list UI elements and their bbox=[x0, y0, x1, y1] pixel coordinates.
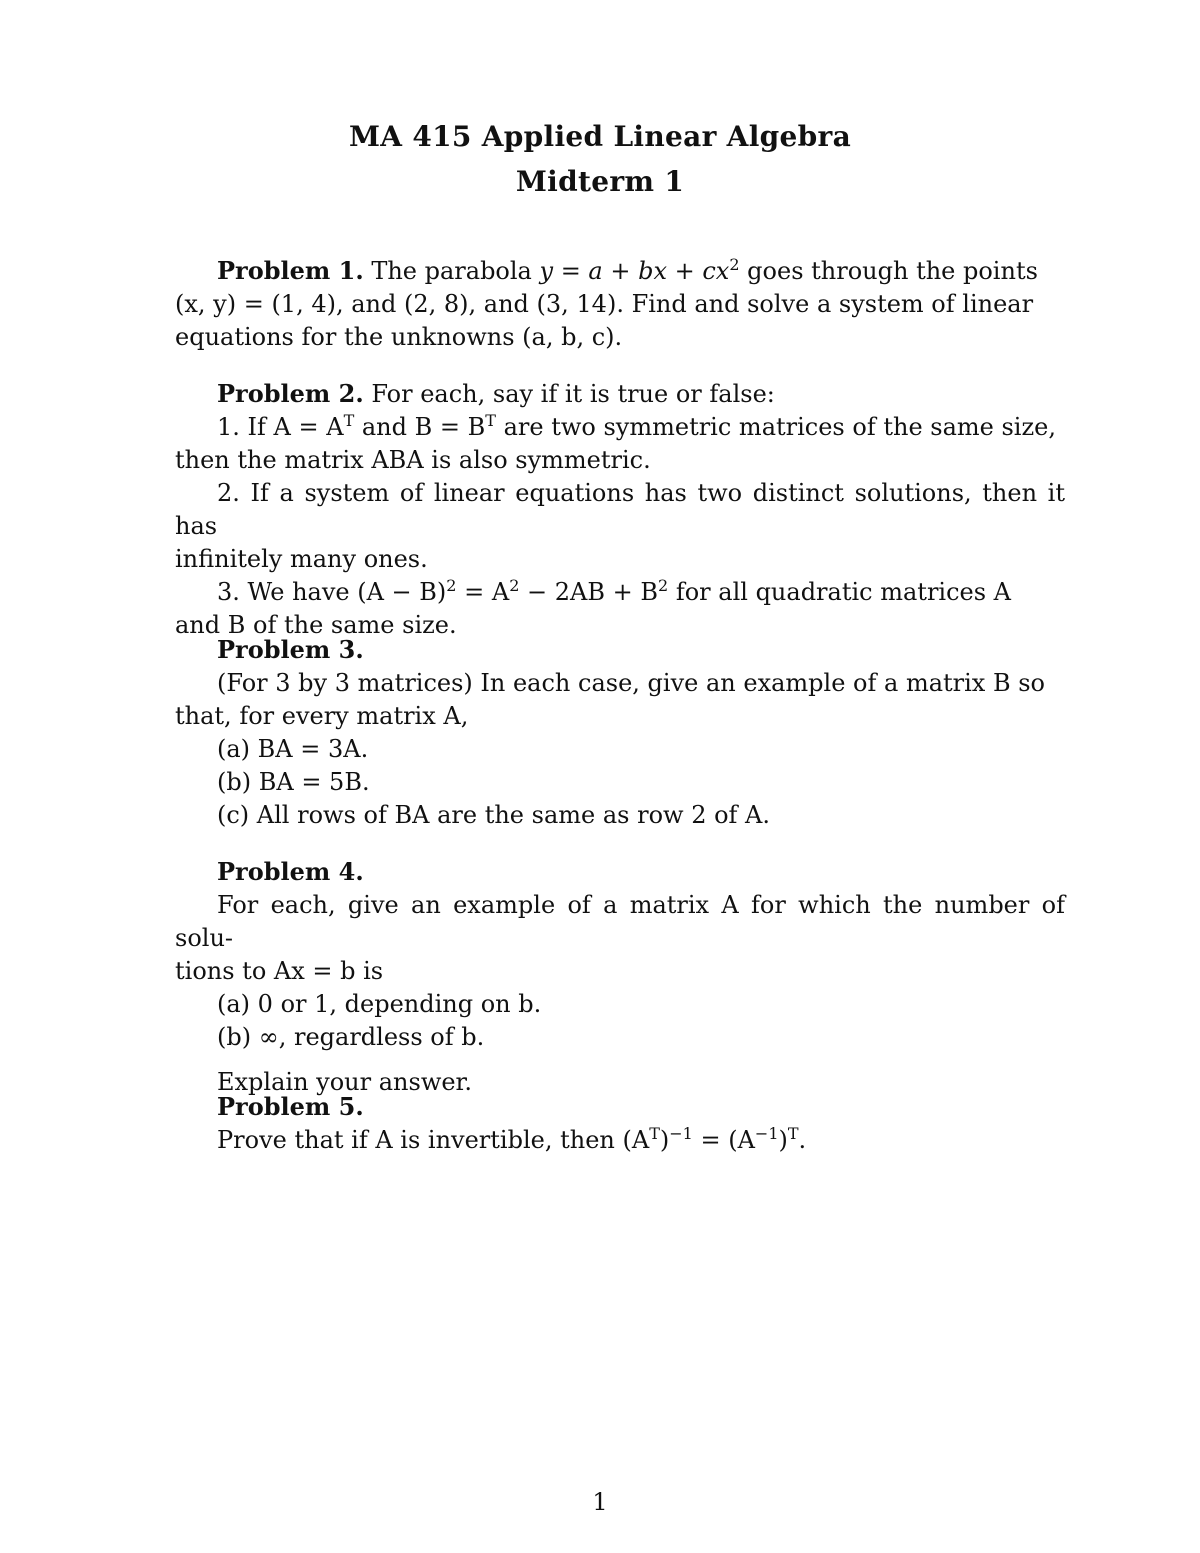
problem-1-text-b: goes through the points bbox=[747, 257, 1038, 285]
problem-4-part-a: (a) 0 or 1, depending on b. bbox=[217, 990, 542, 1018]
problem-2-item-2-cont: infinitely many ones. bbox=[175, 545, 428, 573]
problem-2-intro: For each, say if it is true or false: bbox=[371, 380, 775, 408]
item-1-text-a: 1. If A = A bbox=[217, 413, 344, 441]
paren: ) bbox=[659, 1126, 670, 1154]
problem-5-label bbox=[175, 1090, 1065, 1124]
problem-5-label-text: Problem 5. bbox=[217, 1092, 364, 1121]
exponent: 2 bbox=[729, 255, 740, 274]
problem-4 bbox=[175, 855, 1065, 1099]
problem-3 bbox=[175, 633, 1065, 832]
superscript-t: T bbox=[787, 1124, 799, 1143]
problem-2-item-1-cont: then the matrix ABA is also symmetric. bbox=[175, 446, 651, 474]
page-number: 1 bbox=[592, 1488, 608, 1516]
item-3-text-c: − 2AB + B bbox=[527, 578, 659, 606]
exponent: 2 bbox=[658, 576, 669, 595]
exponent: 2 bbox=[446, 576, 457, 595]
exam-title: MA 415 Applied Linear Algebra bbox=[348, 120, 852, 153]
item-3-text-a: 3. We have (A − B) bbox=[217, 578, 447, 606]
problem-3-label-text: Problem 3. bbox=[217, 635, 364, 664]
problem-2-intro-line bbox=[175, 377, 1065, 411]
problem-3-intro-1: (For 3 by 3 matrices) In each case, give an example of a matrix B so bbox=[217, 669, 1045, 697]
problem-2-item-2: 2. If a system of linear equations has two distinct solutions, then it has bbox=[175, 479, 1065, 540]
parabola-equation: y = a + bx + cx bbox=[539, 257, 730, 285]
item-1-text-b: and B = B bbox=[361, 413, 486, 441]
problem-5 bbox=[175, 1090, 1065, 1157]
superscript-inverse: −1 bbox=[754, 1124, 779, 1143]
problem-4-label bbox=[175, 855, 1065, 889]
superscript-t: T bbox=[343, 411, 355, 430]
problem-4-explain: Explain your answer. bbox=[217, 1068, 473, 1096]
problem-2-item-3-cont: and B of the same size. bbox=[175, 611, 457, 639]
problem-3-intro-2: that, for every matrix A, bbox=[175, 702, 469, 730]
problem-4-intro-1: For each, give an example of a matrix A for which the number of solu- bbox=[175, 891, 1065, 952]
item-3-text-b: = A bbox=[464, 578, 510, 606]
problem-2-label: Problem 2. bbox=[217, 379, 364, 408]
problem-1-line-2: (x, y) = (1, 4), and (2, 8), and (3, 14). Find and solve a system of linear bbox=[175, 290, 1034, 318]
exponent: 2 bbox=[509, 576, 520, 595]
problem-5-statement bbox=[175, 1124, 1065, 1157]
period: . bbox=[798, 1126, 807, 1154]
problem-1 bbox=[175, 254, 1065, 354]
problem-5-text-a: Prove that if A is invertible, then (A bbox=[217, 1126, 650, 1154]
problem-4-part-b: (b) ∞, regardless of b. bbox=[217, 1023, 485, 1051]
problem-2 bbox=[175, 377, 1065, 642]
problem-5-text-c: = (A bbox=[700, 1126, 755, 1154]
problem-3-part-a: (a) BA = 3A. bbox=[217, 735, 369, 763]
problem-4-label-text: Problem 4. bbox=[217, 857, 364, 886]
problem-2-item-3 bbox=[175, 576, 1065, 609]
item-1-text-c: are two symmetric matrices of the same size, bbox=[503, 413, 1056, 441]
problem-3-part-c: (c) All rows of BA are the same as row 2 of A. bbox=[217, 801, 771, 829]
problem-4-intro-2: tions to Ax = b is bbox=[175, 957, 384, 985]
superscript-inverse: −1 bbox=[669, 1124, 693, 1143]
problem-1-line-3: equations for the unknowns (a, b, c). bbox=[175, 323, 623, 351]
superscript-t: T bbox=[485, 411, 496, 430]
problem-3-label bbox=[175, 633, 1065, 667]
superscript-t: T bbox=[649, 1124, 660, 1143]
problem-1-line-1 bbox=[175, 254, 1065, 288]
problem-1-label: Problem 1. bbox=[217, 256, 364, 285]
exam-subtitle: Midterm 1 bbox=[515, 165, 685, 198]
item-3-text-d: for all quadratic matrices A bbox=[675, 578, 1012, 606]
problem-3-part-b: (b) BA = 5B. bbox=[217, 768, 370, 796]
paren: ) bbox=[778, 1126, 788, 1154]
problem-2-item-1 bbox=[175, 411, 1065, 444]
problem-1-text-a: The parabola bbox=[371, 257, 532, 285]
